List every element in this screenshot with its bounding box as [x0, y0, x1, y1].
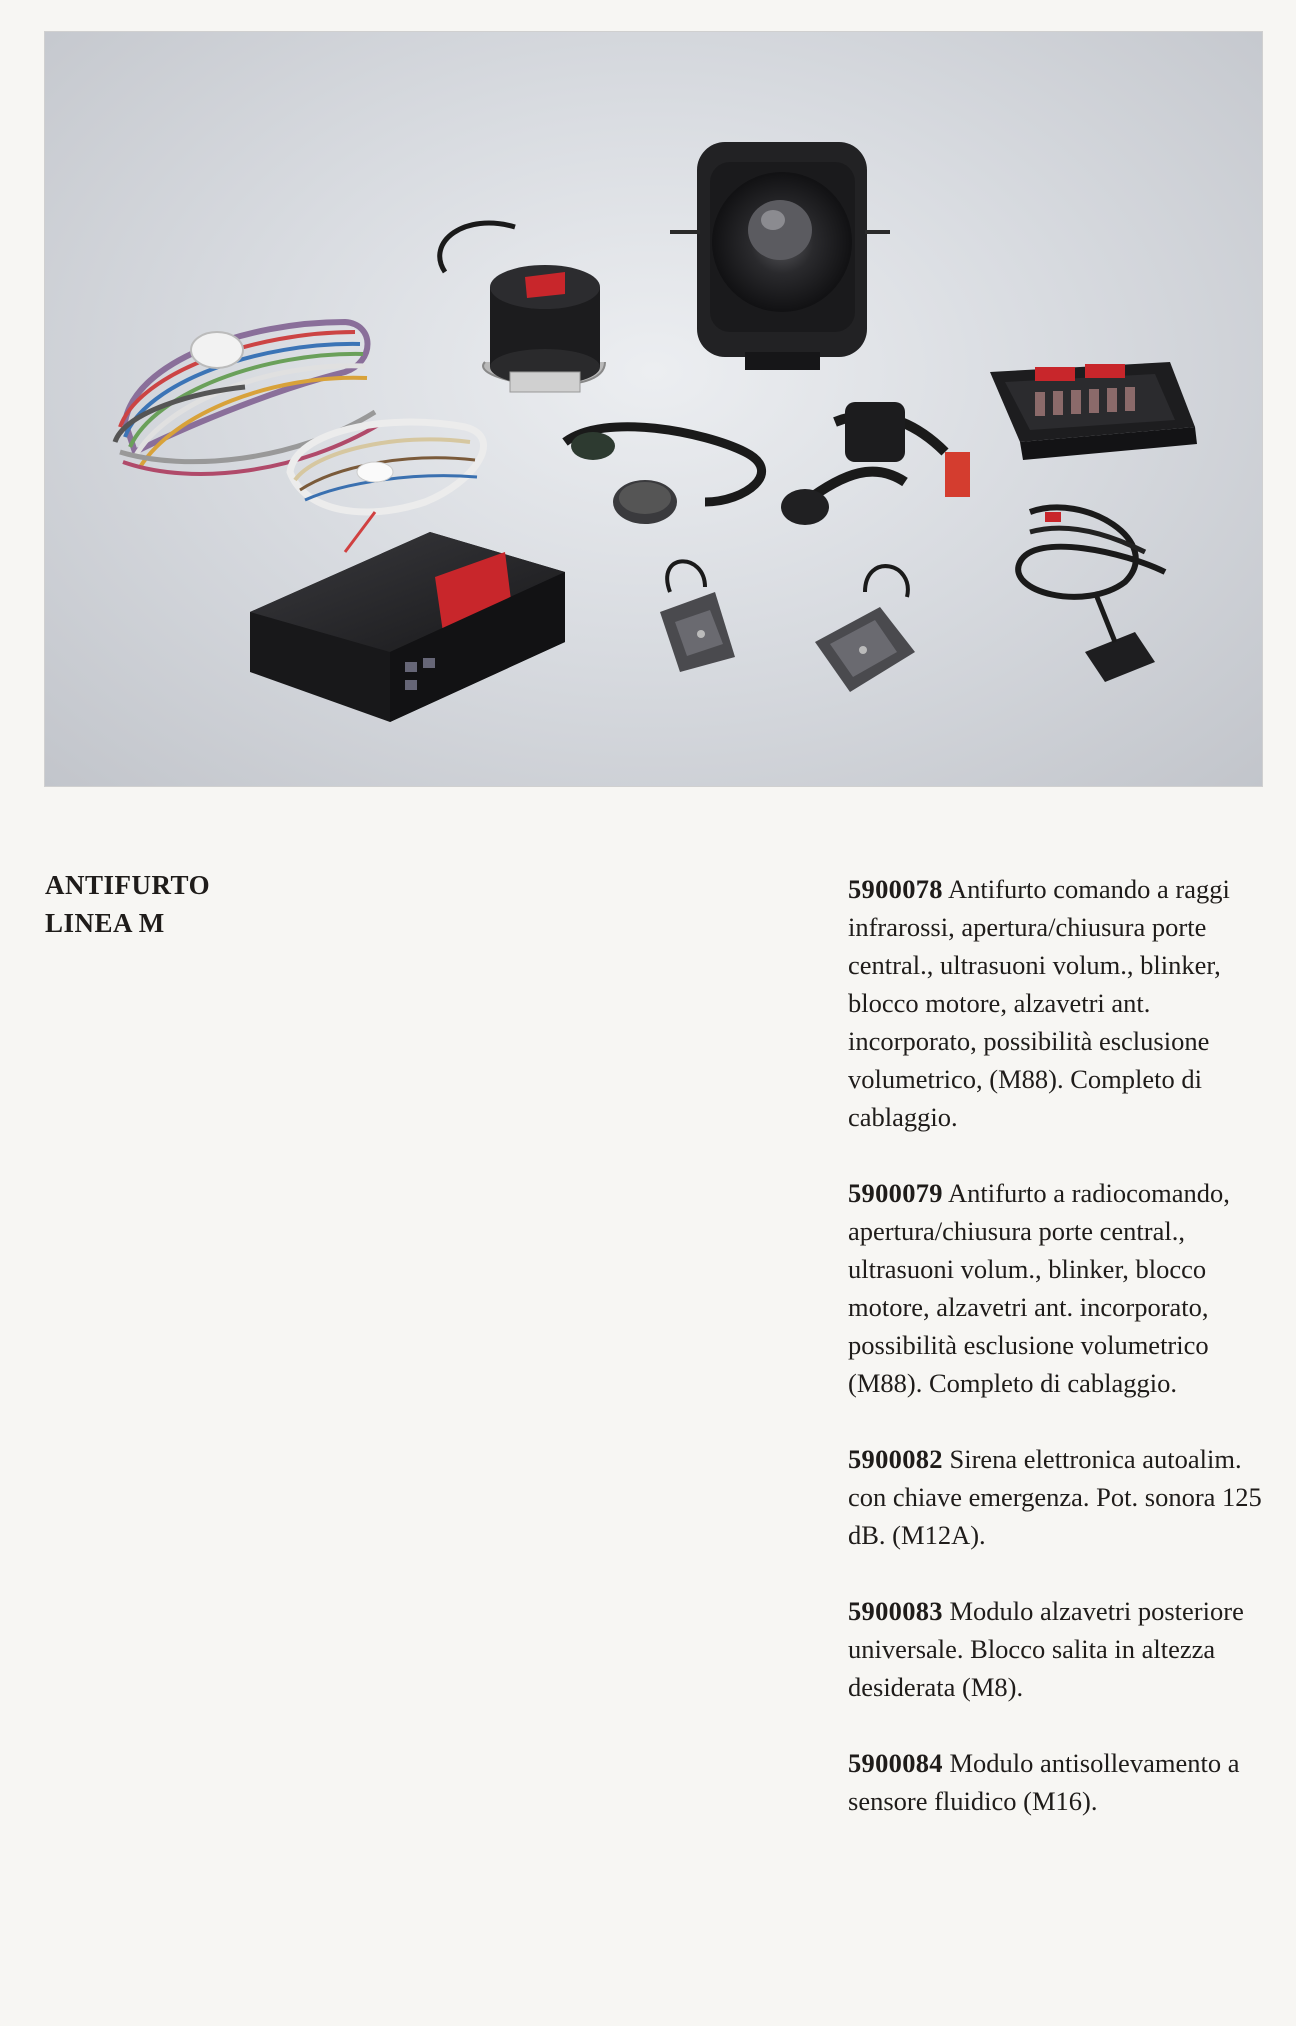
connector-cable [781, 402, 970, 525]
tilt-sensor-module [440, 223, 605, 392]
product-entry [848, 1174, 1268, 1402]
product-entry [848, 1744, 1268, 1820]
product-entry [848, 1592, 1268, 1706]
led-sensor-cable [1018, 507, 1165, 682]
product-description: Antifurto comando a raggi infrarossi, apertura/chiusura porte central., ultrasuoni volum., blinker, blocco motore, alzavetri ant. incorporato, possibilità esclusione volumetrico, (M88). Completo di cablaggio. [848, 874, 1230, 1132]
product-code: 5900082 [848, 1444, 943, 1474]
product-code: 5900079 [848, 1178, 943, 1208]
product-code: 5900078 [848, 874, 943, 904]
product-entry [848, 870, 1268, 1136]
ultrasonic-sensors [565, 427, 762, 524]
product-description: Modulo alzavetri posteriore universale. Blocco salita in altezza desiderata (M8). [848, 1596, 1244, 1702]
wire-harness-small [290, 422, 484, 552]
section-title-line2: LINEA M [45, 908, 165, 938]
led-control-module [990, 362, 1197, 460]
product-photo [45, 32, 1262, 786]
section-title [45, 866, 365, 942]
product-code: 5900084 [848, 1748, 943, 1778]
product-description: Antifurto a radiocomando, apertura/chiusura porte central., ultrasuoni volum., blinker, blocco motore, alzavetri ant. incorporato, possibilità esclusione volumetrico (M88). Completo di cablaggio. [848, 1178, 1230, 1398]
electronic-siren [670, 142, 890, 370]
product-list [848, 870, 1268, 1858]
section-title-line1: ANTIFURTO [45, 870, 211, 900]
main-control-unit [250, 532, 565, 722]
product-description: Sirena elettronica autoalim. con chiave emergenza. Pot. sonora 125 dB. (M12A). [848, 1444, 1262, 1550]
product-entry [848, 1440, 1268, 1554]
product-code: 5900083 [848, 1596, 943, 1626]
product-description: Modulo antisollevamento a sensore fluidico (M16). [848, 1748, 1240, 1816]
remote-keyfobs [660, 561, 915, 692]
